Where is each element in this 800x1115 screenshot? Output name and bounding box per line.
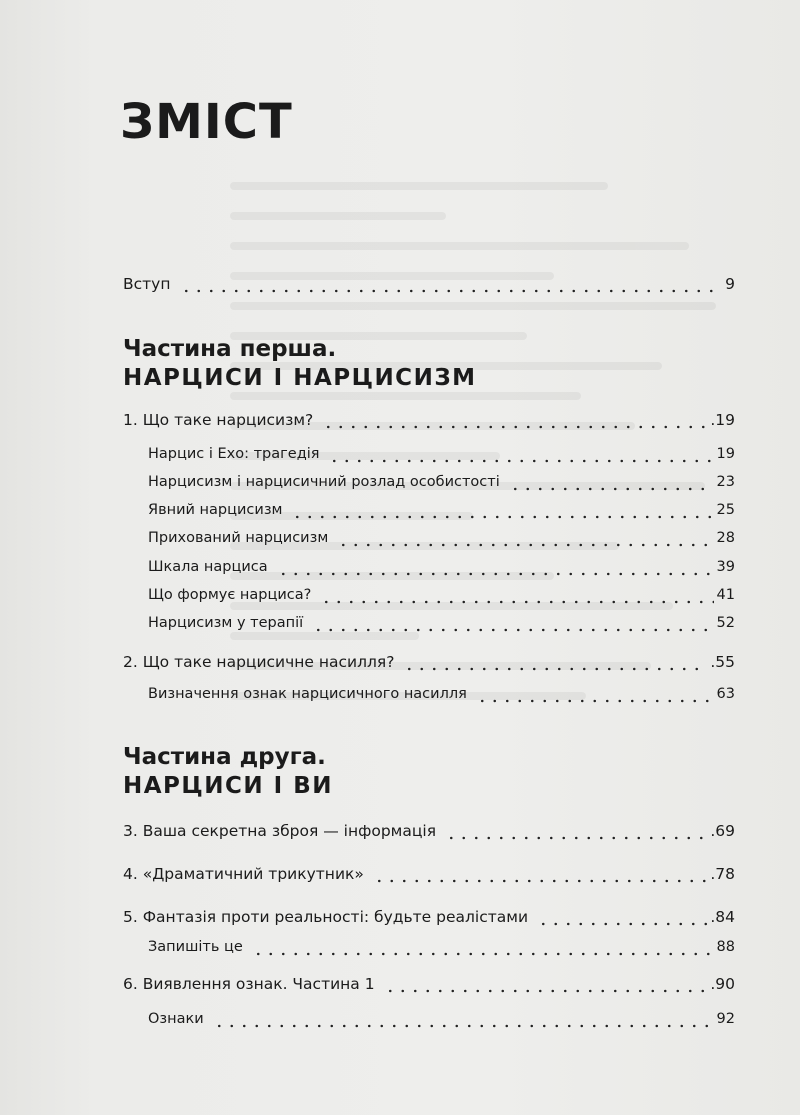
toc-entry-label: Прихований нарцисизм	[148, 530, 329, 546]
toc-page-number: 9	[725, 275, 735, 293]
dot-leader	[275, 557, 714, 577]
toc-page-number: 41	[716, 587, 735, 603]
dot-leader	[443, 821, 707, 841]
toc-page-number: 28	[716, 530, 735, 546]
toc-entry-label: 2. Що таке нарцисичне насилля?	[123, 653, 395, 671]
dot-leader	[535, 907, 707, 927]
toc-entry-section[interactable]	[148, 680, 735, 704]
toc-entry-section[interactable]	[148, 496, 735, 520]
toc-entry-label: Ознаки	[148, 1011, 204, 1027]
toc-entry-chapter-6[interactable]	[123, 970, 735, 994]
part-heading-2	[123, 743, 333, 801]
toc-entry-chapter-2[interactable]	[123, 648, 735, 672]
toc-page-number: .69	[710, 822, 735, 840]
toc-page-number: 63	[716, 686, 735, 702]
toc-entry-chapter-4[interactable]	[123, 860, 735, 884]
toc-page-number: 39	[716, 559, 735, 575]
toc-entry-section[interactable]	[148, 553, 735, 577]
toc-entry-chapter-5[interactable]	[123, 903, 735, 927]
toc-entry-label: Визначення ознак нарцисичного насилля	[148, 686, 467, 702]
part-heading-1	[123, 335, 477, 393]
toc-page-number: .19	[710, 411, 735, 429]
toc-page-number: 19	[716, 446, 735, 462]
part-title: Частина друга.	[123, 744, 326, 770]
toc-entry-label: 1. Що таке нарцисизм?	[123, 411, 314, 429]
toc-entry-label: 4. «Драматичний трикутник»	[123, 865, 364, 883]
toc-entry-label: Запишіть це	[148, 939, 243, 955]
toc-page-number: 92	[716, 1011, 735, 1027]
toc-entry-section[interactable]	[148, 524, 735, 548]
toc-page-number: 23	[716, 474, 735, 490]
toc-page-number: 25	[716, 502, 735, 518]
dot-leader	[289, 500, 713, 520]
toc-entry-section[interactable]	[148, 933, 735, 957]
part-title: Частина перша.	[123, 336, 337, 362]
dot-leader	[382, 974, 708, 994]
toc-entry-section[interactable]	[148, 468, 735, 492]
part-subtitle: НАРЦИСИ І НАРЦИСИЗМ	[123, 365, 477, 391]
dot-leader	[371, 864, 707, 884]
toc-entry-label: Нарцисизм у терапії	[148, 615, 304, 631]
toc-page-number: 88	[716, 939, 735, 955]
toc-entry-chapter-1[interactable]	[123, 406, 735, 430]
toc-entry-section[interactable]	[148, 581, 735, 605]
toc-entry-intro[interactable]	[123, 270, 735, 294]
toc-page-number: .84	[710, 908, 735, 926]
toc-entry-chapter-3[interactable]	[123, 817, 735, 841]
toc-entry-label: 6. Виявлення ознак. Частина 1	[123, 975, 375, 993]
page-title: ЗМІСТ	[120, 94, 293, 150]
toc-entry-label: Нарцисизм і нарцисичний розлад особистості	[148, 474, 500, 490]
dot-leader	[250, 937, 714, 957]
dot-leader	[326, 444, 713, 464]
dot-leader	[211, 1009, 714, 1029]
toc-entry-section[interactable]	[148, 440, 735, 464]
toc-entry-label: 3. Ваша секретна зброя — інформація	[123, 822, 437, 840]
toc-entry-section[interactable]	[148, 1005, 735, 1029]
toc-page-number: .78	[710, 865, 735, 883]
toc-entry-label: 5. Фантазія проти реальності: будьте реалістами	[123, 908, 529, 926]
toc-page-number: .55	[710, 653, 735, 671]
dot-leader	[401, 652, 707, 672]
part-subtitle: НАРЦИСИ І ВИ	[123, 773, 333, 799]
toc-entry-section[interactable]	[148, 609, 735, 633]
dot-leader	[320, 410, 707, 430]
dot-leader	[318, 585, 713, 605]
toc-page-number: 52	[716, 615, 735, 631]
dot-leader	[310, 613, 713, 633]
toc-entry-label: Вступ	[123, 275, 171, 293]
dot-leader	[474, 684, 714, 704]
toc-entry-label: Явний нарцисизм	[148, 502, 283, 518]
dot-leader	[507, 472, 714, 492]
toc-entry-label: Що формує нарциса?	[148, 587, 312, 603]
toc-entry-label: Шкала нарциса	[148, 559, 268, 575]
dot-leader	[335, 528, 713, 548]
dot-leader	[178, 274, 719, 294]
toc-page-number: .90	[710, 975, 735, 993]
toc-entry-label: Нарцис і Ехо: трагедія	[148, 446, 320, 462]
